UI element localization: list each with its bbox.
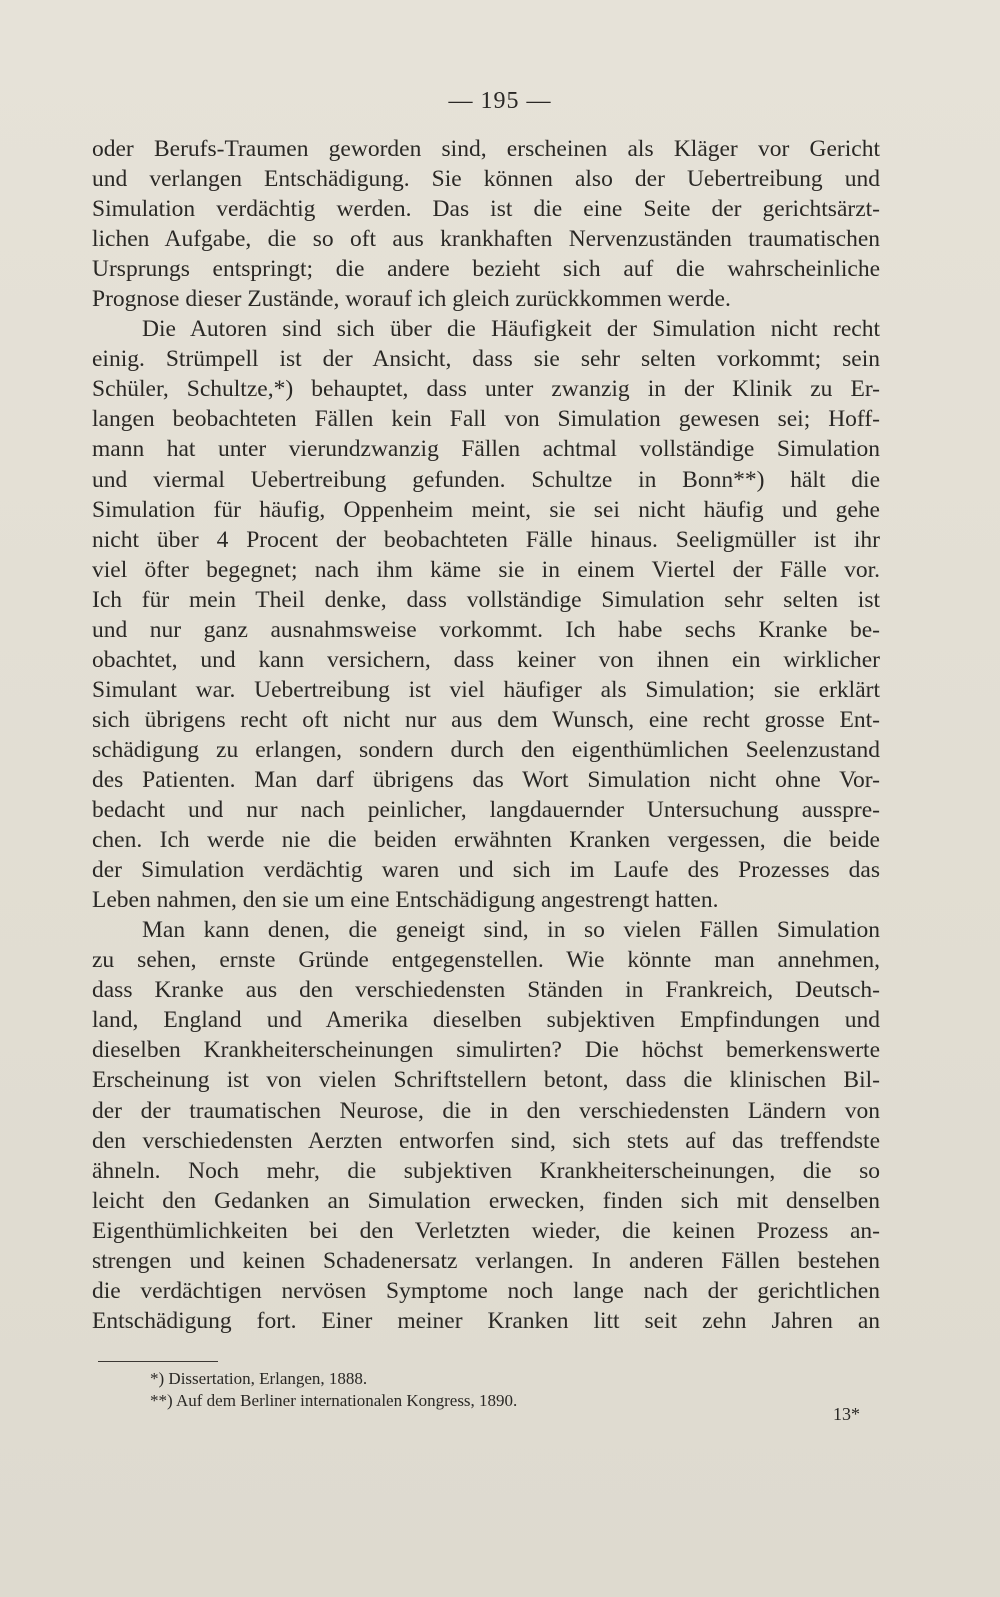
text-line: Simulation für häufig, Oppenheim meint, sie sei nicht häufig und gehe [92, 496, 880, 523]
text-line: zu sehen, ernste Gründe entgegenstellen. Wie könnte man annehmen, [92, 947, 880, 974]
text-line: Man kann denen, die geneigt sind, in so vielen Fällen Simulation [142, 917, 880, 944]
text-line: dieselben Krankheiterscheinungen simulirten? Die höchst bemerkenswerte [92, 1037, 880, 1064]
footnotes [150, 1368, 517, 1412]
text-line: land, England und Amerika dieselben subjektiven Empfindungen und [92, 1007, 880, 1034]
text-line: Simulation verdächtig werden. Das ist die eine Seite der gerichtsärzt- [92, 196, 880, 223]
text-line: obachtet, und kann versichern, dass keiner von ihnen ein wirklicher [92, 646, 880, 673]
text-line: Ich für mein Theil denke, dass vollständige Simulation sehr selten ist [92, 586, 880, 613]
text-line: einig. Strümpell ist der Ansicht, dass sie sehr selten vorkommt; sein [92, 346, 880, 373]
text-line: bedacht und nur nach peinlicher, langdauernder Untersuchung ausspre- [92, 797, 880, 824]
text-line: der Simulation verdächtig waren und sich im Laufe des Prozesses das [92, 857, 880, 884]
signature-mark: 13* [833, 1404, 860, 1424]
text-line: dass Kranke aus den verschiedensten Ständen in Frankreich, Deutsch- [92, 977, 880, 1004]
text-line: der der traumatischen Neurose, die in den verschiedensten Ländern von [92, 1097, 880, 1124]
text-line: Ursprungs entspringt; die andere bezieht sich auf die wahrscheinliche [92, 256, 880, 283]
text-line: Prognose dieser Zustände, worauf ich gleich zurückkommen werde. [92, 286, 731, 313]
text-line: sich übrigens recht oft nicht nur aus dem Wunsch, eine recht grosse Ent- [92, 706, 880, 733]
text-line: Entschädigung fort. Einer meiner Kranken litt seit zehn Jahren an [92, 1307, 880, 1334]
text-line: Schüler, Schultze,*) behauptet, dass unter zwanzig in der Klinik zu Er- [92, 376, 880, 403]
text-line: und verlangen Entschädigung. Sie können also der Uebertreibung und [92, 166, 880, 193]
text-line: mann hat unter vierundzwanzig Fällen achtmal vollständige Simulation [92, 436, 880, 463]
text-line: lichen Aufgabe, die so oft aus krankhaften Nervenzuständen traumatischen [92, 226, 880, 253]
text-line: viel öfter begegnet; nach ihm käme sie in einem Viertel der Fälle vor. [92, 556, 880, 583]
text-line: und viermal Uebertreibung gefunden. Schultze in Bonn**) hält die [92, 466, 880, 493]
text-line: Eigenthümlichkeiten bei den Verletzten wieder, die keinen Prozess an- [92, 1217, 880, 1244]
text-line: nicht über 4 Procent der beobachteten Fälle hinaus. Seeligmüller ist ihr [92, 526, 880, 553]
paragraph [92, 915, 880, 1336]
text-line: den verschiedensten Aerzten entworfen sind, sich stets auf das treffendste [92, 1127, 880, 1154]
footnote: *) Dissertation, Erlangen, 1888. [150, 1369, 368, 1388]
text-line: leicht den Gedanken an Simulation erwecken, finden sich mit denselben [92, 1187, 880, 1214]
footnote-divider [98, 1361, 218, 1362]
text-line: Simulant war. Uebertreibung ist viel häufiger als Simulation; sie erklärt [92, 676, 880, 703]
text-line: des Patienten. Man darf übrigens das Wort Simulation nicht ohne Vor- [92, 766, 880, 793]
text-line: und nur ganz ausnahmsweise vorkommt. Ich habe sechs Kranke be- [92, 616, 880, 643]
paragraph [92, 134, 880, 314]
page-number: — 195 — [448, 88, 552, 114]
text-line: langen beobachteten Fällen kein Fall von Simulation gewesen sei; Hoff- [92, 406, 880, 433]
text-line: chen. Ich werde nie die beiden erwähnten Kranken vergessen, die beide [92, 827, 880, 854]
text-line: Die Autoren sind sich über die Häufigkeit der Simulation nicht recht [142, 316, 880, 343]
text-line: schädigung zu erlangen, sondern durch den eigenthümlichen Seelenzustand [92, 736, 880, 763]
text-line: oder Berufs-Traumen geworden sind, erscheinen als Kläger vor Gericht [92, 136, 880, 162]
text-line: ähneln. Noch mehr, die subjektiven Krankheiterscheinungen, die so [92, 1157, 880, 1184]
text-line: Erscheinung ist von vielen Schriftstellern betont, dass die klinischen Bil- [92, 1067, 880, 1094]
text-line: Leben nahmen, den sie um eine Entschädigung angestrengt hatten. [92, 887, 719, 914]
paragraph [92, 314, 880, 915]
body-text [92, 134, 880, 1336]
footnote: **) Auf dem Berliner internationalen Kongress, 1890. [150, 1391, 518, 1410]
text-line: die verdächtigen nervösen Symptome noch lange nach der gerichtlichen [92, 1277, 880, 1304]
text-line: strengen und keinen Schadenersatz verlangen. In anderen Fällen bestehen [92, 1247, 880, 1274]
